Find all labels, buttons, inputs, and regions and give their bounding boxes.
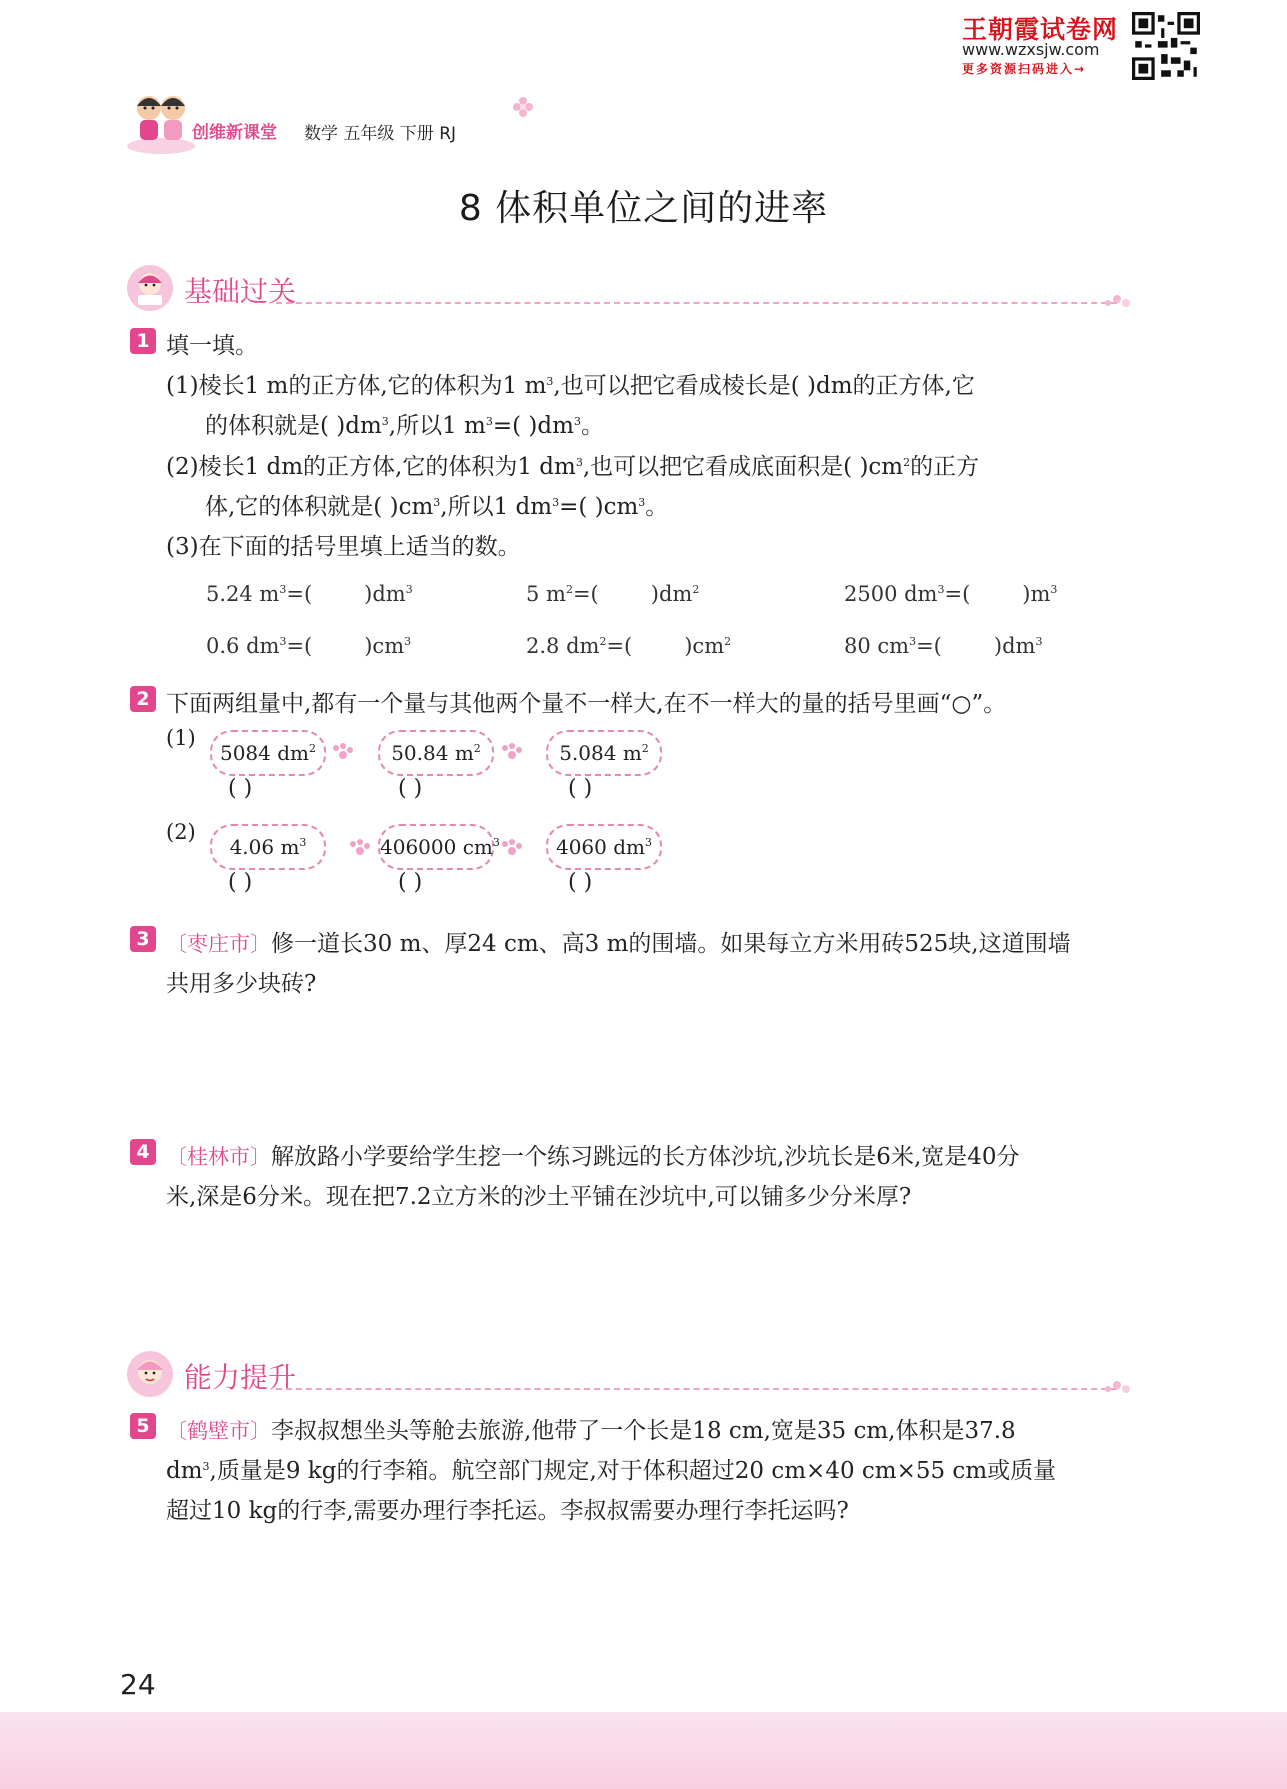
q1-part3: (3)在下面的括号里填上适当的数。 — [166, 534, 521, 560]
answer-blank[interactable]: ( ) — [568, 870, 593, 895]
conversion-item: 5.24 $m^3=$( )$dm^3$ — [206, 582, 413, 606]
answer-blank[interactable]: ( ) — [228, 870, 253, 895]
answer-blank[interactable]: ( ) — [568, 776, 593, 801]
question-number: 5 — [130, 1413, 156, 1439]
conversion-item: 2500 $dm^3=$( )$m^3$ — [844, 582, 1058, 606]
q5-line2: $dm^3$,质量是9 kg的行李箱。航空部门规定,对于体积超过20 cm×40 cm×55 cm或质量 — [166, 1458, 1057, 1484]
q4-line1: 〔桂林市〕解放路小学要给学生挖一个练习跳远的长方体沙坑,沙坑长是6米,宽是40分 — [166, 1144, 1020, 1170]
region-tag: 〔桂林市〕 — [166, 1145, 271, 1169]
flower-icon — [512, 96, 534, 118]
section-divider — [276, 302, 1117, 304]
girl-reading-icon — [126, 264, 174, 312]
q3-line1: 〔枣庄市〕修一道长30 m、厚24 cm、高3 m的围墙。如果每立方米用砖525块,这道围墙 — [166, 931, 1071, 957]
question-number: 1 — [130, 328, 156, 354]
page-number: 24 — [120, 1668, 156, 1701]
q2-stem: 下面两组量中,都有一个量与其他两个量不一样大,在不一样大的量的括号里画“○”。 — [166, 691, 1007, 717]
section-advanced — [126, 1350, 1131, 1400]
conversion-item: 80 $cm^3=$( )$dm^3$ — [844, 634, 1043, 658]
paw-icon — [500, 838, 524, 856]
question-number: 2 — [130, 686, 156, 712]
conversion-item: 2.8 $dm^2=$( )$cm^2$ — [526, 634, 732, 658]
answer-blank[interactable]: ( ) — [398, 776, 423, 801]
qr-code-icon[interactable] — [1132, 12, 1200, 80]
paw-icon — [331, 742, 355, 760]
kids-mascot-icon — [125, 88, 197, 156]
quantity-oval: 5084 $dm^2$ — [210, 730, 326, 776]
boy-thinking-icon — [126, 1350, 174, 1398]
q1-part1-line1: (1)棱长1 m的正方体,它的体积为1 $m^3$,也可以把它看成棱长是( )dm的正方体,它 — [166, 373, 975, 399]
brand-url[interactable]: www.wzxsjw.com — [962, 40, 1100, 59]
q5-line1: 〔鹤壁市〕李叔叔想坐头等舱去旅游,他带了一个长是18 cm,宽是35 cm,体积是37.8 — [166, 1418, 1016, 1444]
quantity-oval: 406000 $cm^3$ — [378, 824, 494, 870]
q3-line2: 共用多少块砖? — [166, 971, 317, 997]
dots-icon — [1103, 1378, 1131, 1396]
section-title: 能力提升 — [184, 1361, 297, 1394]
paw-icon — [500, 742, 524, 760]
region-tag: 〔枣庄市〕 — [166, 932, 271, 956]
page-title: 8 体积单位之间的进率 — [458, 188, 829, 229]
q1-part2-line2: 体,它的体积就是( )$cm^3$,所以1 $dm^3=$( )$cm^3$。 — [205, 494, 669, 520]
section-basic — [126, 264, 1131, 314]
conversion-item: 0.6 $dm^3=$( )$cm^3$ — [206, 634, 412, 658]
brand-note: 更多资源扫码进入→ — [962, 62, 1087, 76]
conversion-item: 5 $m^2=$( )$dm^2$ — [526, 582, 700, 606]
quantity-oval: 5.084 $m^2$ — [546, 730, 662, 776]
region-tag: 〔鹤壁市〕 — [166, 1419, 271, 1443]
paw-icon — [348, 838, 372, 856]
brand-name: 王朝霞试卷网 — [962, 15, 1119, 44]
dots-icon — [1103, 292, 1131, 310]
q1-part1-line2: 的体积就是( )$dm^3$,所以1 $m^3=$( )$dm^3$。 — [205, 413, 604, 439]
question-number: 4 — [130, 1139, 156, 1165]
q1-stem: 填一填。 — [166, 333, 258, 359]
footer-band — [0, 1712, 1287, 1789]
answer-blank[interactable]: ( ) — [398, 870, 423, 895]
answer-blank[interactable]: ( ) — [228, 776, 253, 801]
section-divider — [276, 1388, 1117, 1390]
subject-label: 数学 五年级 下册 RJ — [304, 124, 457, 144]
quantity-oval: 4060 $dm^3$ — [546, 824, 662, 870]
q1-part2-line1: (2)棱长1 dm的正方体,它的体积为1 $dm^3$,也可以把它看成底面积是( )$cm^2$的正方 — [166, 454, 980, 480]
question-number: 3 — [130, 926, 156, 952]
quantity-oval: 50.84 $m^2$ — [378, 730, 494, 776]
quantity-oval: 4.06 $m^3$ — [210, 824, 326, 870]
group-label: (2) — [166, 820, 196, 844]
q5-line3: 超过10 kg的行李,需要办理行李托运。李叔叔需要办理行李托运吗? — [166, 1498, 849, 1524]
q4-line2: 米,深是6分米。现在把7.2立方米的沙土平铺在沙坑中,可以铺多少分米厚? — [166, 1184, 912, 1210]
section-title: 基础过关 — [184, 275, 297, 308]
series-name: 创维新课堂 — [192, 123, 277, 143]
group-label: (1) — [166, 726, 196, 750]
